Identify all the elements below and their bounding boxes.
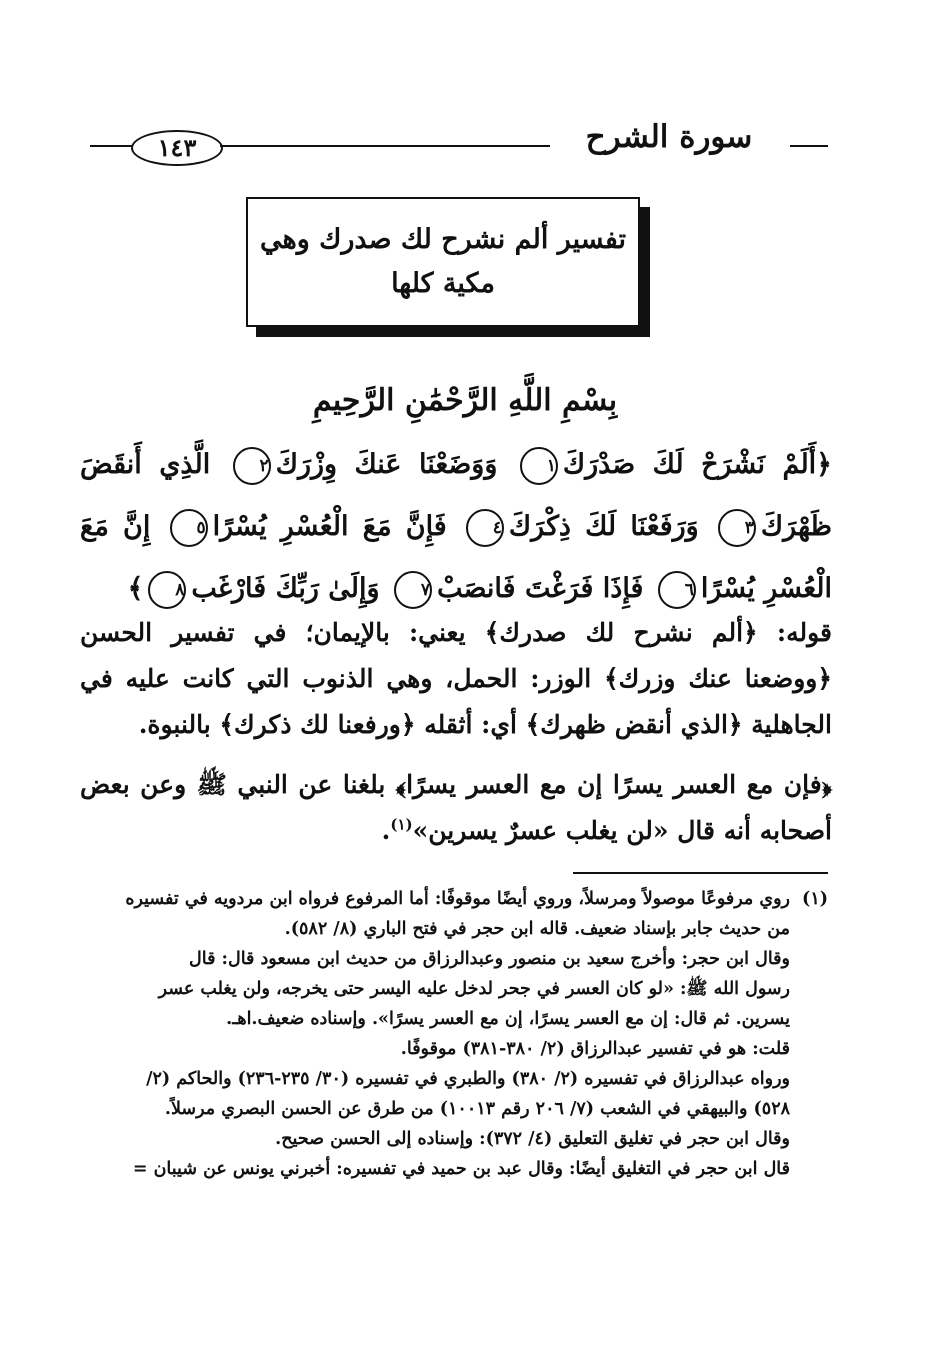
ayah-text: فَإِذَا فَرَغْتَ فَانصَبْ [436,573,644,604]
ayah-number-marker: ٦ [658,571,696,609]
header-rule-left [90,145,132,147]
footnote-line: ٥٢٨) والبيهقي في الشعب (٧/ ٢٠٦ رقم ١٠٠١٣) من طرق عن الحسن البصري مرسلاً. [164,1099,790,1119]
footnote-reference[interactable]: (١) [390,815,413,834]
chapter-title-line1: تفسير ألم نشرح لك صدرك وهي [259,224,627,255]
surah-title: سورة الشرح [585,119,753,155]
ayah-number-marker: ٨ [148,571,186,609]
footnote-line: من حديث جابر بإسناد ضعيف. قاله ابن حجر في فتح الباري (٨/ ٥٨٢). [284,919,790,939]
footnote-line: يسرين. ثم قال: إن مع العسر يسرًا، إن مع العسر يسرًا». وإسناده ضعيف.اهـ. [226,1009,790,1029]
ayah-number-marker: ١ [520,447,558,485]
ayah-text: وَإِلَىٰ رَبِّكَ فَارْغَب [191,573,380,604]
footnote-line: وقال ابن حجر في تغليق التعليق (٤/ ٣٧٢): وإسناده إلى الحسن صحيح. [275,1129,790,1149]
ayah-text: وَرَفَعْنَا لَكَ ذِكْرَكَ [508,511,699,542]
ayah-text: أَلَمْ نَشْرَحْ لَكَ صَدْرَكَ [562,449,817,480]
ayah-text: وَوَضَعْنَا عَنكَ وِزْرَكَ [275,449,498,480]
footnote-line: وقال ابن حجر: وأخرج سعيد بن منصور وعبدالرزاق من حديث ابن مسعود قال: قال [189,949,790,969]
ayah-number-marker: ٣ [718,509,756,547]
footnote-text: روي مرفوعًا موصولاً ومرسلاً، وروي أيضًا موقوفًا: أما المرفوع فرواه ابن مردويه في تفسيره [125,889,790,909]
commentary-paragraph [80,762,832,854]
ayah-text: إِنَّ مَعَ الْعُسْرِ يُسْرًا [80,511,832,604]
footnotes [90,884,828,1184]
ayah-text: الَّذِي أَنقَضَ ظَهْرَكَ [80,449,833,542]
ayah-number-marker: ٥ [170,509,208,547]
page-number: ١٤٣ [131,130,223,166]
chapter-title-box [246,197,640,327]
header-rule-right [790,145,828,147]
header-rule-middle [220,145,550,147]
commentary-paragraph: قوله: ﴿ألم نشرح لك صدرك﴾ يعني: بالإيمان؛ في تفسير الحسن ﴿ووضعنا عنك وزرك﴾ الوزر: الحمل، وهي الذنوب التي كانت عليه في الجاهلية ﴿الذي أنقض ظهرك﴾ أي: أثقله ﴿ورفعنا لك ذكرك﴾ بالنبوة. [80,618,832,739]
footnote-line: ورواه عبدالرزاق في تفسيره (٢/ ٣٨٠) والطبري في تفسيره (٣٠/ ٢٣٥-٢٣٦) والحاكم (٢/ [146,1069,790,1089]
footnote-line: قال ابن حجر في التغليق أيضًا: وقال عبد بن حميد في تفسيره: أخبرني يونس عن شيبان = [132,1159,790,1179]
ayah-number-marker: ٤ [466,509,504,547]
footnote-line: قلت: هو في تفسير عبدالرزاق (٢/ ٣٨٠-٣٨١) موقوفًا. [400,1039,790,1059]
verse-open-bracket: ﴿ [816,449,832,480]
footnote-line [90,884,828,914]
chapter-title-line2: مكية كلها [391,268,495,299]
basmala: بِسْمِ اللَّهِ الرَّحْمَٰنِ الرَّحِيمِ [312,383,618,418]
footnote-separator [573,872,828,874]
commentary-end: . [381,816,391,845]
commentary-text: ﴿فإن مع العسر يسرًا إن مع العسر يسرًا﴾ بلغنا عن النبي ﷺ وعن بعض أصحابه أنه قال «لن يغلب عسرٌ يسرين» [80,770,832,845]
verse-close-bracket: ﴾ [127,573,144,604]
ayah-number-marker: ٧ [394,571,432,609]
ayah-number-marker: ٢ [233,447,271,485]
footnote-line: رسول الله ﷺ: «لو كان العسر في جحر لدخل عليه اليسر حتى يخرجه، ولن يغلب عسر [158,979,790,999]
ayah-text: فَإِنَّ مَعَ الْعُسْرِ يُسْرًا [212,511,447,542]
footnote-number: (١) [802,889,828,909]
quran-verses [80,434,832,620]
